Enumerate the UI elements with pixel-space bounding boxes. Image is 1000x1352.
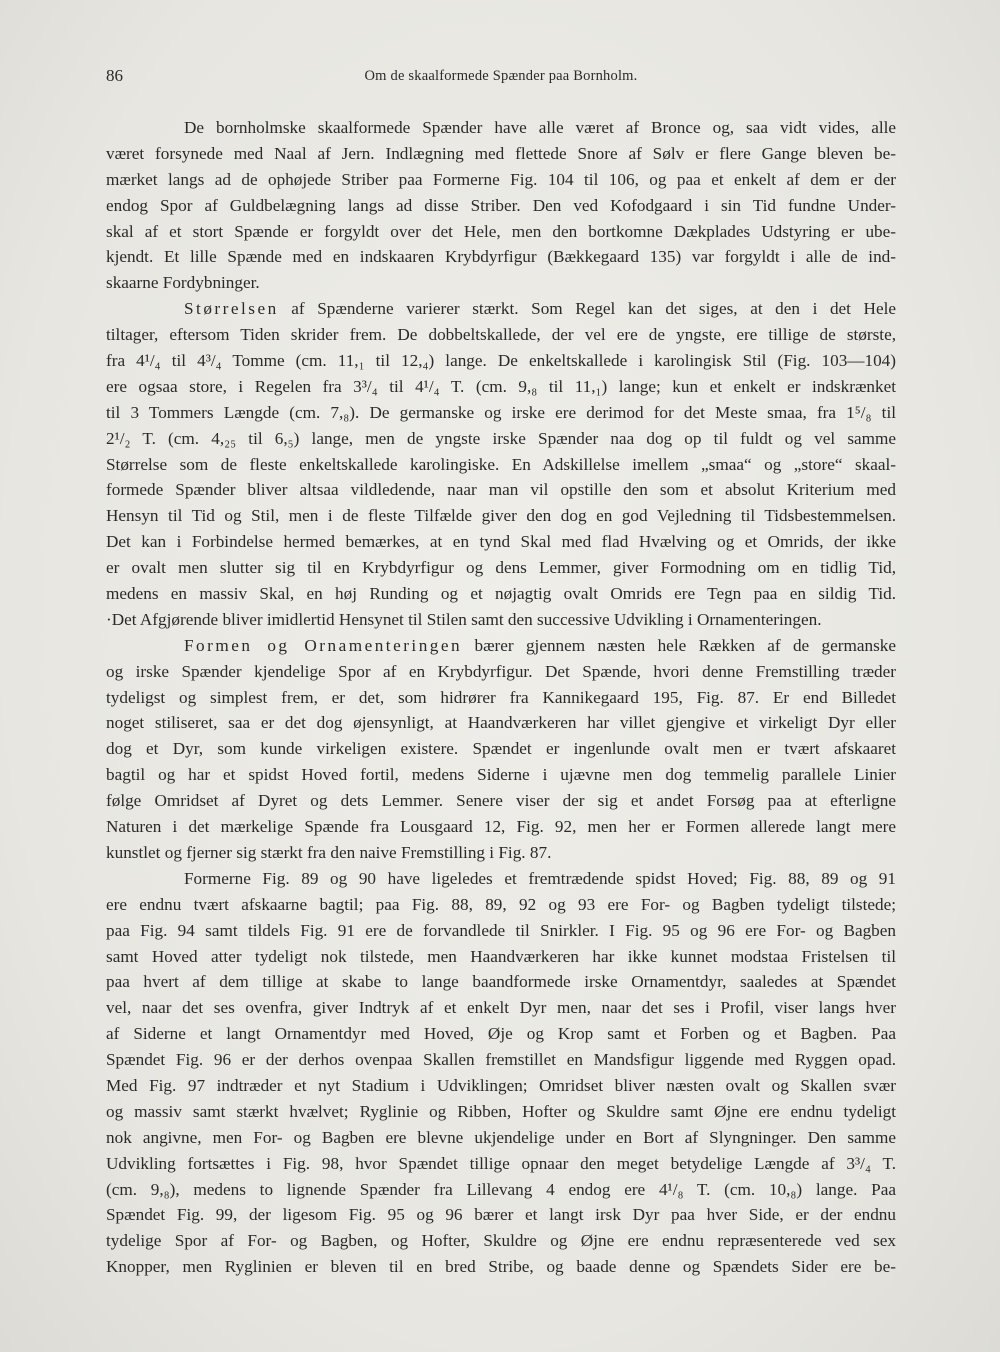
text-line <box>106 1073 896 1099</box>
line-text: fra 4¹/₄ til 4³/₄ Tomme (cm. 11,₁ til 12,₄) lange. De enkeltskallede i karolingisk Stil (Fig. 103—104) <box>106 351 896 371</box>
line-text: Spændet Fig. 96 er der derhos ovenpaa Skallen fremstillet en Mandsfigur liggende med Ryggen opad. <box>106 1050 896 1070</box>
line-text: samt Hoved atter tydeligt nok tilstede, men Haandværkeren har ikke kunnet modstaa Fristelsen til <box>106 946 896 966</box>
line-text: dog et Dyr, som kunde virkeligen existere. Spændet er ingenlunde ovalt men er tvært afskaaret <box>106 739 896 759</box>
text-line <box>106 685 896 711</box>
line-text: Med Fig. 97 indtræder et nyt Stadium i Udviklingen; Omridset bliver næsten ovalt og Skallen svær <box>106 1075 896 1095</box>
text-line <box>106 555 896 581</box>
text-line <box>106 581 896 607</box>
text-line <box>106 1177 896 1203</box>
page-header <box>106 66 896 92</box>
line-text: og massiv samt stærkt hvælvet; Ryglinie og Ribben, Hofter og Skuldre samt Øjne ere endnu tydeligt <box>106 1101 896 1121</box>
line-text: (cm. 9,₈), medens to lignende Spænder fra Lillevang 4 endog ere 4¹/₈ T. (cm. 10,₈) lange. Paa <box>106 1179 896 1199</box>
text-line <box>106 944 896 970</box>
line-text: skal af et stort Spænde er forgyldt over det Hele, men den bortkomne Dækplades Udstyring er ube- <box>106 221 896 241</box>
line-text: vel, naar det ses ovenfra, giver Indtryk af et enkelt Dyr men, naar det ses i Profil, viser langs hver <box>106 998 896 1018</box>
line-text: noget stiliseret, saa er det dog øjensynligt, at Haandværkeren har villet gjengive et virkeligt Dyr eller <box>106 713 896 733</box>
text-line <box>106 1099 896 1125</box>
line-text: Hensyn til Tid og Stil, men i de fleste Tilfælde giver den dog en god Vejledning til Tidsbestemmelsen. <box>106 506 896 526</box>
text-line <box>106 788 896 814</box>
text-line <box>106 840 896 866</box>
text-line <box>106 244 896 270</box>
text-line <box>106 1021 896 1047</box>
text-line <box>106 1254 896 1280</box>
line-text: følge Omridset af Dyret og dets Lemmer. Senere viser der sig et andet Forsøg paa at efterligne <box>106 791 896 811</box>
line-text: mærket langs ad de ophøjede Striber paa Formerne Fig. 104 til 106, og paa et enkelt af dem er der <box>106 169 896 189</box>
text-line <box>106 452 896 478</box>
text-line <box>106 167 896 193</box>
running-title: Om de skaalformede Spænder paa Bornholm. <box>364 68 638 84</box>
text-line <box>106 710 896 736</box>
line-text: Udvikling fortsættes i Fig. 98, hvor Spændet tillige opnaar den meget betydelige Længde af 3³/₄ T. <box>106 1153 896 1173</box>
text-line <box>106 659 896 685</box>
line-text: skaarne Fordybninger. <box>106 273 260 293</box>
text-line <box>106 270 896 296</box>
text-line <box>106 348 896 374</box>
text-line <box>106 477 896 503</box>
line-text: Formerne Fig. 89 og 90 have ligeledes et fremtrædende spidst Hoved; Fig. 88, 89 og 91 <box>184 868 896 888</box>
text-line <box>106 607 896 633</box>
text-line <box>106 529 896 555</box>
text-line <box>106 296 896 322</box>
text-line <box>106 969 896 995</box>
line-text: paa Fig. 94 samt tildels Fig. 91 ere de forvandlede til Snirkler. I Fig. 95 og 96 ere For- og Bagben <box>106 920 896 940</box>
line-text: formede Spænder bliver altsaa vildledende, naar man vil opstille den som et absolut Kriterium med <box>106 480 896 500</box>
line-text: ere ogsaa store, i Regelen fra 3³/₄ til 4¹/₄ T. (cm. 9,₈ til 11,₁) lange; kun et enkelt er indskrænket <box>106 376 896 396</box>
line-text: Det kan i Forbindelse hermed bemærkes, at en tynd Skal med flad Hvælving og et Omrids, der ikke <box>106 532 896 552</box>
text-line <box>106 1228 896 1254</box>
text-line <box>106 736 896 762</box>
line-text: kjendt. Et lille Spænde med en indskaaren Krybdyrfigur (Bækkegaard 135) var forgyldt i alle de ind- <box>106 247 896 267</box>
text-line <box>106 219 896 245</box>
line-text: Størrelse som de fleste enkeltskallede karolingiske. En Adskillelse imellem „smaa“ og „store“ skaal- <box>106 454 896 474</box>
line-text: af Spænderne varierer stærkt. Som Regel kan det siges, at den i det Hele <box>278 299 896 319</box>
line-text: tydelige Spor af For- og Bagben, og Hofter, Skuldre og Øjne ere endnu repræsenterede ved sex <box>106 1231 896 1251</box>
line-text: ere endnu tvært afskaarne bagtil; paa Fig. 88, 89, 92 og 93 ere For- og Bagben tydeligt tilstede; <box>106 894 896 914</box>
text-line <box>106 322 896 348</box>
text-line <box>106 193 896 219</box>
text-line <box>106 141 896 167</box>
line-text: bagtil og har et spidst Hoved fortil, medens Siderne i ujævne men dog temmelig parallele Linier <box>106 765 896 785</box>
body-text <box>106 115 896 1280</box>
text-line <box>106 503 896 529</box>
line-text: endog Spor af Guldbelægning langs ad disse Striber. Den ved Kofodgaard i sin Tid fundne Under- <box>106 195 896 215</box>
line-text: bærer gjennem næsten hele Rækken af de germanske <box>462 635 896 655</box>
line-text: ·Det Afgjørende bliver imidlertid Hensynet til Stilen samt den successive Udvikling i Ornamenteringen. <box>106 609 822 629</box>
line-text: til 3 Tommers Længde (cm. 7,₈). De germanske og irske ere derimod for det Meste smaa, fra 1⁵/₈ til <box>106 402 896 422</box>
line-text: Spændet Fig. 99, der ligesom Fig. 95 og 96 bærer et langt irsk Dyr paa hver Side, er der endnu <box>106 1205 896 1225</box>
line-text: tiltager, eftersom Tiden skrider frem. De dobbeltskallede, der vel ere de yngste, ere tillige de største, <box>106 325 896 345</box>
page-number: 86 <box>106 66 123 85</box>
text-line <box>106 400 896 426</box>
line-text: nok angivne, men For- og Bagben ere blevne ukjendelige under en Bort af Slyngninger. Den samme <box>106 1127 896 1147</box>
spaced-heading-term: Formen og Ornamenteringen <box>184 635 463 655</box>
line-text: medens en massiv Skal, en høj Runding og et nøjagtig ovalt Omrids ere Tegn paa en sildig Tid. <box>106 584 896 604</box>
text-line <box>106 1151 896 1177</box>
text-line <box>106 892 896 918</box>
text-line <box>106 426 896 452</box>
line-text: De bornholmske skaalformede Spænder have alle været af Bronce og, saa vidt vides, alle <box>184 118 896 137</box>
text-line <box>106 918 896 944</box>
line-text: paa hvert af dem tillige at skabe to lange baandformede irske Ornamentdyr, saaledes at Spændet <box>106 972 896 992</box>
text-line <box>106 633 896 659</box>
spaced-heading-term: Størrelsen <box>184 299 279 319</box>
line-text: og irske Spænder kjendelige Spor af en Krybdyrfigur. Det Spænde, hvori denne Fremstilling træder <box>106 661 896 681</box>
line-text: af Siderne et langt Ornamentdyr med Hoved, Øje og Krop samt et Forben og et Bagben. Paa <box>106 1024 896 1044</box>
text-line <box>106 762 896 788</box>
text-line <box>106 1202 896 1228</box>
text-line <box>106 1125 896 1151</box>
line-text: er ovalt men slutter sig til en Krybdyrfigur og dens Lemmer, giver Formodning om en tidlig Tid, <box>106 558 896 578</box>
text-line <box>106 814 896 840</box>
line-text: tydeligst og simplest frem, er det, som hidrører fra Kannikegaard 195, Fig. 87. Er end Billedet <box>106 687 896 707</box>
text-line <box>106 374 896 400</box>
line-text: været forsynede med Naal af Jern. Indlægning med flettede Snore af Sølv er flere Gange bleven be- <box>106 143 896 163</box>
line-text: kunstlet og fjerner sig stærkt fra den naive Fremstilling i Fig. 87. <box>106 842 552 862</box>
text-line <box>106 1047 896 1073</box>
text-line <box>106 995 896 1021</box>
text-line <box>106 115 896 141</box>
line-text: Knopper, men Ryglinien er bleven til en bred Stribe, og baade denne og Spændets Sider ere be- <box>106 1257 896 1277</box>
text-line <box>106 866 896 892</box>
line-text: 2¹/₂ T. (cm. 4,₂₅ til 6,₅) lange, men de yngste irske Spænder naa dog op til fuldt og vel samme <box>106 428 896 448</box>
line-text: Naturen i det mærkelige Spænde fra Lousgaard 12, Fig. 92, men her er Formen allerede langt mere <box>106 817 896 837</box>
